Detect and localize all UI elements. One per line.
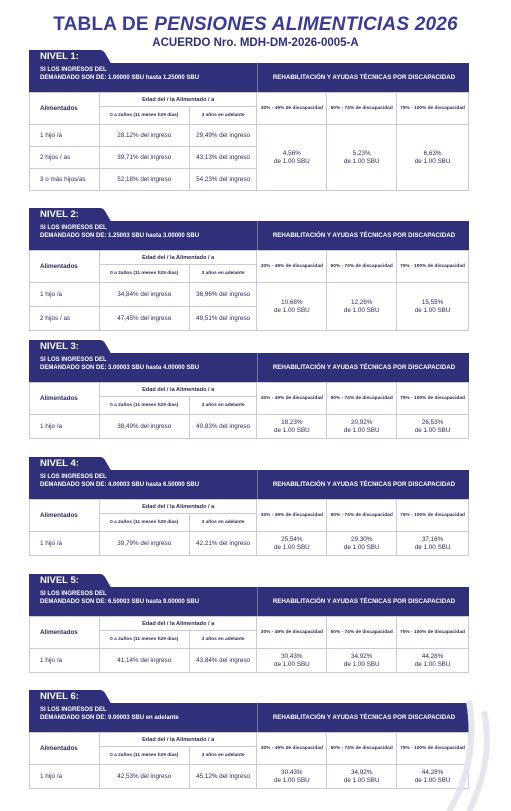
age-range-header: 0 a 2años (11 meses h29 días)	[99, 107, 189, 125]
pct-3-plus-years: 49,51% del ingreso	[189, 307, 257, 331]
disability-unit: de 1.00 SBU	[414, 660, 451, 668]
row-label: 1 hijo /a	[30, 649, 100, 673]
income-condition-line1: SI LOS INGRESOS DEL	[40, 591, 107, 597]
page-title	[0, 14, 511, 36]
disability-range-header: 30% - 49% de discapacidad	[257, 617, 327, 649]
disability-percent: 30,43%	[281, 653, 303, 660]
pct-3-plus-years: 45,12% del ingreso	[189, 765, 257, 789]
row-label: 2 hijos / as	[30, 307, 100, 331]
table-row	[30, 125, 469, 147]
disability-value	[257, 415, 327, 439]
disability-unit: de 1.00 SBU	[414, 776, 451, 784]
table-row	[30, 765, 469, 789]
pct-3-plus-years: 36,96% del ingreso	[189, 283, 257, 307]
disability-percent: 10,68%	[281, 299, 303, 306]
page-subtitle: ACUERDO Nro. MDH-DM-2026-0005-A	[152, 37, 359, 49]
income-condition	[40, 707, 260, 722]
age-range-header: 0 a 2años (11 meses h29 días)	[99, 747, 189, 765]
level-header	[29, 703, 469, 732]
disability-value	[327, 765, 397, 789]
alimentados-header: Alimentados	[30, 93, 100, 125]
pct-3-plus-years: 43,84% del ingreso	[189, 649, 257, 673]
edad-header: Edad del / la Alimentado / a	[99, 251, 257, 265]
age-range-header: 3 años en adelante	[189, 631, 257, 649]
disability-value	[397, 649, 469, 673]
disability-range-header: 30% - 49% de discapacidad	[257, 251, 327, 283]
income-condition-line2: DEMANDADO SON DE: 6.50003 SBU hasta 9.00000 SBU	[40, 598, 200, 605]
table-row	[30, 415, 469, 439]
age-range-header: 0 a 2años (11 meses h29 días)	[99, 631, 189, 649]
disability-value	[327, 125, 397, 191]
disability-percent: 34,92%	[351, 769, 373, 776]
level-tab: NIVEL 5:	[29, 574, 101, 587]
disability-percent: 37,16%	[421, 536, 444, 543]
row-label: 3 o más hijos/as	[30, 169, 100, 191]
disability-unit: de 1.00 SBU	[343, 543, 380, 551]
title-italic: PENSIONES ALIMENTICIAS 2026	[154, 14, 458, 35]
disability-unit: de 1.00 SBU	[414, 543, 451, 551]
pct-3-plus-years: 29,49% del ingreso	[189, 125, 257, 147]
income-condition-line1: SI LOS INGRESOS DEL	[40, 225, 107, 231]
income-condition-line2: DEMANDADO SON DE: 1.25003 SBU hasta 3.00000 SBU	[40, 232, 200, 239]
disability-percent: 15,55%	[421, 299, 444, 306]
pct-0-2-years: 28,12% del ingreso	[99, 125, 189, 147]
disability-value	[397, 125, 469, 191]
disability-unit: de 1.00 SBU	[274, 776, 310, 784]
disability-unit: de 1.00 SBU	[274, 306, 310, 314]
row-label: 1 hijo /a	[30, 532, 100, 556]
edad-header: Edad del / la Alimentado / a	[99, 383, 257, 397]
disability-range-header: 75% - 100% de discapacidad	[397, 93, 469, 125]
disability-percent: 5,23%	[352, 150, 371, 157]
pension-table	[29, 382, 469, 439]
disability-unit: de 1.00 SBU	[343, 426, 380, 434]
disability-value	[397, 415, 469, 439]
alimentados-header: Alimentados	[30, 383, 100, 415]
pct-0-2-years: 47,45% del ingreso	[99, 307, 189, 331]
disability-percent: 20,92%	[351, 419, 373, 426]
level-header	[29, 221, 469, 250]
age-range-header: 3 años en adelante	[189, 397, 257, 415]
row-label: 1 hijo /a	[30, 283, 100, 307]
income-condition	[40, 591, 260, 606]
pct-0-2-years: 42,53% del ingreso	[99, 765, 189, 789]
disability-unit: de 1.00 SBU	[414, 157, 451, 165]
age-range-header: 0 a 2años (11 meses h29 días)	[99, 397, 189, 415]
age-range-header: 0 a 2años (11 meses h29 días)	[99, 265, 189, 283]
level-header	[29, 63, 469, 92]
age-range-header: 3 años en adelante	[189, 107, 257, 125]
rehab-header: REHABILITACIÓN Y AYUDAS TÉCNICAS POR DISCAPACIDAD	[257, 221, 470, 250]
disability-percent: 29,30%	[351, 536, 373, 543]
pension-table	[29, 732, 469, 789]
disability-percent: 6,63%	[423, 150, 442, 157]
disability-percent: 26,53%	[421, 419, 444, 426]
edad-header: Edad del / la Alimentado / a	[99, 500, 257, 514]
income-condition	[40, 225, 260, 240]
disability-unit: de 1.00 SBU	[274, 157, 310, 165]
disability-percent: 18,23%	[281, 419, 303, 426]
pct-0-2-years: 38,49% del ingreso	[99, 415, 189, 439]
row-label: 2 hijos / as	[30, 147, 100, 169]
level-tab: NIVEL 2:	[29, 208, 101, 221]
row-label: 1 hijo /a	[30, 765, 100, 789]
income-condition-line2: DEMANDADO SON DE: 1.00000 SBU hasta 1.25000 SBU	[40, 74, 200, 81]
pct-0-2-years: 52,18% del ingreso	[99, 169, 189, 191]
level-tab: NIVEL 3:	[29, 340, 101, 353]
disability-unit: de 1.00 SBU	[274, 543, 310, 551]
disability-percent: 30,43%	[281, 769, 303, 776]
disability-range-header: 30% - 49% de discapacidad	[257, 93, 327, 125]
rehab-header: REHABILITACIÓN Y AYUDAS TÉCNICAS POR DISCAPACIDAD	[257, 63, 470, 92]
level-header	[29, 470, 469, 499]
disability-unit: de 1.00 SBU	[274, 426, 310, 434]
disability-unit: de 1.00 SBU	[414, 306, 451, 314]
disability-value	[327, 532, 397, 556]
disability-unit: de 1.00 SBU	[343, 660, 380, 668]
disability-unit: de 1.00 SBU	[414, 426, 451, 434]
pct-0-2-years: 39,79% del ingreso	[99, 532, 189, 556]
disability-range-header: 50% - 74% de discapacidad	[327, 93, 397, 125]
pct-0-2-years: 34,84% del ingreso	[99, 283, 189, 307]
watermark-lines-icon	[439, 701, 499, 811]
disability-range-header: 50% - 74% de discapacidad	[327, 500, 397, 532]
income-condition-line1: SI LOS INGRESOS DEL	[40, 474, 107, 480]
income-condition-line1: SI LOS INGRESOS DEL	[40, 707, 107, 713]
disability-value	[257, 283, 327, 331]
age-range-header: 3 años en adelante	[189, 265, 257, 283]
disability-value	[397, 532, 469, 556]
disability-range-header: 75% - 100% de discapacidad	[397, 383, 469, 415]
alimentados-header: Alimentados	[30, 251, 100, 283]
disability-range-header: 50% - 74% de discapacidad	[327, 251, 397, 283]
disability-unit: de 1.00 SBU	[343, 157, 380, 165]
pct-0-2-years: 41,14% del ingreso	[99, 649, 189, 673]
disability-range-header: 75% - 100% de discapacidad	[397, 500, 469, 532]
income-condition-line2: DEMANDADO SON DE: 3.00003 SBU hasta 4.00000 SBU	[40, 364, 200, 371]
disability-value	[327, 415, 397, 439]
disability-value	[257, 125, 327, 191]
age-range-header: 3 años en adelante	[189, 747, 257, 765]
table-row	[30, 532, 469, 556]
disability-range-header: 30% - 49% de discapacidad	[257, 733, 327, 765]
disability-range-header: 75% - 100% de discapacidad	[397, 733, 469, 765]
income-condition	[40, 67, 260, 82]
pct-3-plus-years: 54,23% del ingreso	[189, 169, 257, 191]
disability-percent: 44,28%	[421, 769, 444, 776]
rehab-header: REHABILITACIÓN Y AYUDAS TÉCNICAS POR DISCAPACIDAD	[257, 470, 470, 499]
rehab-header: REHABILITACIÓN Y AYUDAS TÉCNICAS POR DISCAPACIDAD	[257, 703, 470, 732]
row-label: 1 hijo /a	[30, 125, 100, 147]
table-row	[30, 283, 469, 307]
pension-table	[29, 92, 469, 191]
income-condition-line1: SI LOS INGRESOS DEL	[40, 67, 107, 73]
disability-value	[327, 649, 397, 673]
disability-range-header: 50% - 74% de discapacidad	[327, 383, 397, 415]
level-header	[29, 353, 469, 382]
disability-percent: 34,92%	[351, 653, 373, 660]
disability-unit: de 1.00 SBU	[274, 660, 310, 668]
alimentados-header: Alimentados	[30, 617, 100, 649]
pension-table	[29, 499, 469, 556]
edad-header: Edad del / la Alimentado / a	[99, 733, 257, 747]
disability-unit: de 1.00 SBU	[343, 776, 380, 784]
income-condition-line2: DEMANDADO SON DE: 9.00003 SBU en adelante	[40, 714, 179, 721]
disability-range-header: 75% - 100% de discapacidad	[397, 251, 469, 283]
edad-header: Edad del / la Alimentado / a	[99, 617, 257, 631]
disability-value	[257, 649, 327, 673]
rehab-header: REHABILITACIÓN Y AYUDAS TÉCNICAS POR DISCAPACIDAD	[257, 353, 470, 382]
pct-3-plus-years: 43,13% del ingreso	[189, 147, 257, 169]
disability-range-header: 50% - 74% de discapacidad	[327, 733, 397, 765]
alimentados-header: Alimentados	[30, 500, 100, 532]
rehab-header: REHABILITACIÓN Y AYUDAS TÉCNICAS POR DISCAPACIDAD	[257, 587, 470, 616]
table-row	[30, 649, 469, 673]
disability-value	[327, 283, 397, 331]
pension-table	[29, 250, 469, 331]
pct-3-plus-years: 40,83% del ingreso	[189, 415, 257, 439]
disability-percent: 12,26%	[351, 299, 373, 306]
title-main: TABLA DE	[53, 14, 149, 35]
income-condition-line1: SI LOS INGRESOS DEL	[40, 357, 107, 363]
income-condition	[40, 357, 260, 372]
disability-percent: 4,56%	[282, 150, 301, 157]
pct-0-2-years: 39,71% del ingreso	[99, 147, 189, 169]
disability-value	[397, 283, 469, 331]
disability-percent: 44,28%	[421, 653, 444, 660]
level-tab: NIVEL 1:	[29, 50, 101, 63]
level-header	[29, 587, 469, 616]
disability-range-header: 75% - 100% de discapacidad	[397, 617, 469, 649]
disability-value	[257, 532, 327, 556]
disability-unit: de 1.00 SBU	[343, 306, 380, 314]
alimentados-header: Alimentados	[30, 733, 100, 765]
row-label: 1 hijo /a	[30, 415, 100, 439]
disability-range-header: 50% - 74% de discapacidad	[327, 617, 397, 649]
income-condition-line2: DEMANDADO SON DE: 4.00003 SBU hasta 6.50000 SBU	[40, 481, 200, 488]
disability-percent: 25,54%	[281, 536, 303, 543]
disability-range-header: 30% - 49% de discapacidad	[257, 383, 327, 415]
disability-range-header: 30% - 49% de discapacidad	[257, 500, 327, 532]
disability-value	[257, 765, 327, 789]
level-tab: NIVEL 4:	[29, 457, 101, 470]
age-range-header: 0 a 2años (11 meses h29 días)	[99, 514, 189, 532]
income-condition	[40, 474, 260, 489]
age-range-header: 3 años en adelante	[189, 514, 257, 532]
level-tab: NIVEL 6:	[29, 690, 101, 703]
edad-header: Edad del / la Alimentado / a	[99, 93, 257, 107]
pct-3-plus-years: 42,21% del ingreso	[189, 532, 257, 556]
pension-table	[29, 616, 469, 673]
